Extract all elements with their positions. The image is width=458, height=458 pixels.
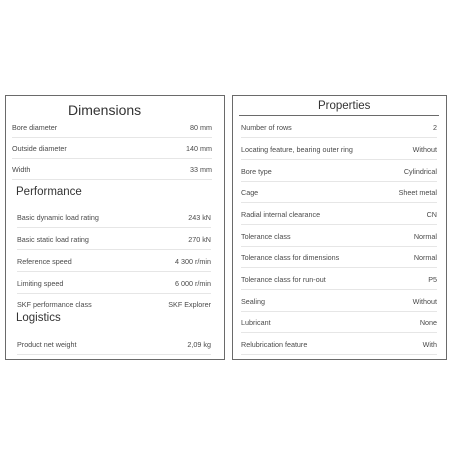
row-value: With [422, 339, 437, 349]
table-row [241, 139, 437, 160]
row-value: 270 kN [188, 234, 211, 244]
row-label: Tolerance class for dimensions [241, 252, 340, 262]
table-row [241, 247, 437, 268]
table-row [241, 204, 437, 225]
row-value: Sheet metal [398, 187, 437, 197]
row-label: Width [12, 164, 31, 174]
row-value: Without [412, 296, 437, 306]
row-value: CN [426, 209, 437, 219]
row-label: Reference speed [17, 256, 72, 266]
row-value: None [419, 317, 437, 327]
row-label: Relubrication feature [241, 339, 308, 349]
divider [239, 115, 439, 116]
table-row [241, 312, 437, 333]
row-value: Cylindrical [403, 166, 437, 176]
row-label: Cage [241, 187, 259, 197]
table-row [12, 117, 212, 138]
table-row [17, 229, 211, 250]
row-label: Number of rows [241, 122, 292, 132]
row-label: Locating feature, bearing outer ring [241, 144, 353, 154]
row-label: Bore diameter [12, 122, 58, 132]
row-value: Normal [413, 252, 437, 262]
dimensions-heading: Dimensions [68, 102, 142, 118]
row-value: 243 kN [188, 212, 211, 222]
row-value: 4 300 r/min [175, 256, 211, 266]
table-row [17, 251, 211, 272]
row-label: Tolerance class [241, 231, 291, 241]
row-value: SKF Explorer [168, 300, 211, 309]
row-value: 2,09 kg [187, 339, 211, 349]
properties-heading: Properties [318, 100, 371, 112]
row-label: SKF performance class [17, 300, 92, 309]
table-row [241, 334, 437, 355]
row-label: Outside diameter [12, 143, 67, 153]
table-row [12, 138, 212, 159]
row-label: Sealing [241, 296, 265, 306]
table-row [241, 161, 437, 182]
row-label: Product net weight [17, 339, 77, 349]
row-label: Radial internal clearance [241, 209, 321, 219]
row-value: 140 mm [186, 143, 212, 153]
logistics-heading: Logistics [16, 312, 61, 324]
row-label: Lubricant [241, 317, 271, 327]
row-value: Normal [413, 231, 437, 241]
row-value: 2 [433, 122, 437, 132]
table-row [12, 159, 212, 180]
row-value: Without [412, 144, 437, 154]
table-row [241, 182, 437, 203]
row-label: Basic static load rating [17, 234, 89, 244]
table-row [241, 226, 437, 247]
row-label: Limiting speed [17, 278, 64, 288]
row-value: 80 mm [190, 122, 212, 132]
row-value: 33 mm [190, 164, 212, 174]
properties-panel [232, 95, 447, 360]
performance-heading: Performance [16, 186, 82, 198]
row-label: Tolerance class for run-out [241, 274, 326, 284]
table-row [17, 334, 211, 355]
dimensions-panel [5, 95, 225, 360]
table-row [17, 273, 211, 294]
table-row [241, 291, 437, 312]
row-value: P5 [428, 274, 437, 284]
table-row [241, 269, 437, 290]
row-label: Basic dynamic load rating [17, 212, 99, 222]
row-label: Bore type [241, 166, 272, 176]
row-value: 6 000 r/min [175, 278, 211, 288]
table-row [241, 117, 437, 138]
table-row [17, 207, 211, 228]
